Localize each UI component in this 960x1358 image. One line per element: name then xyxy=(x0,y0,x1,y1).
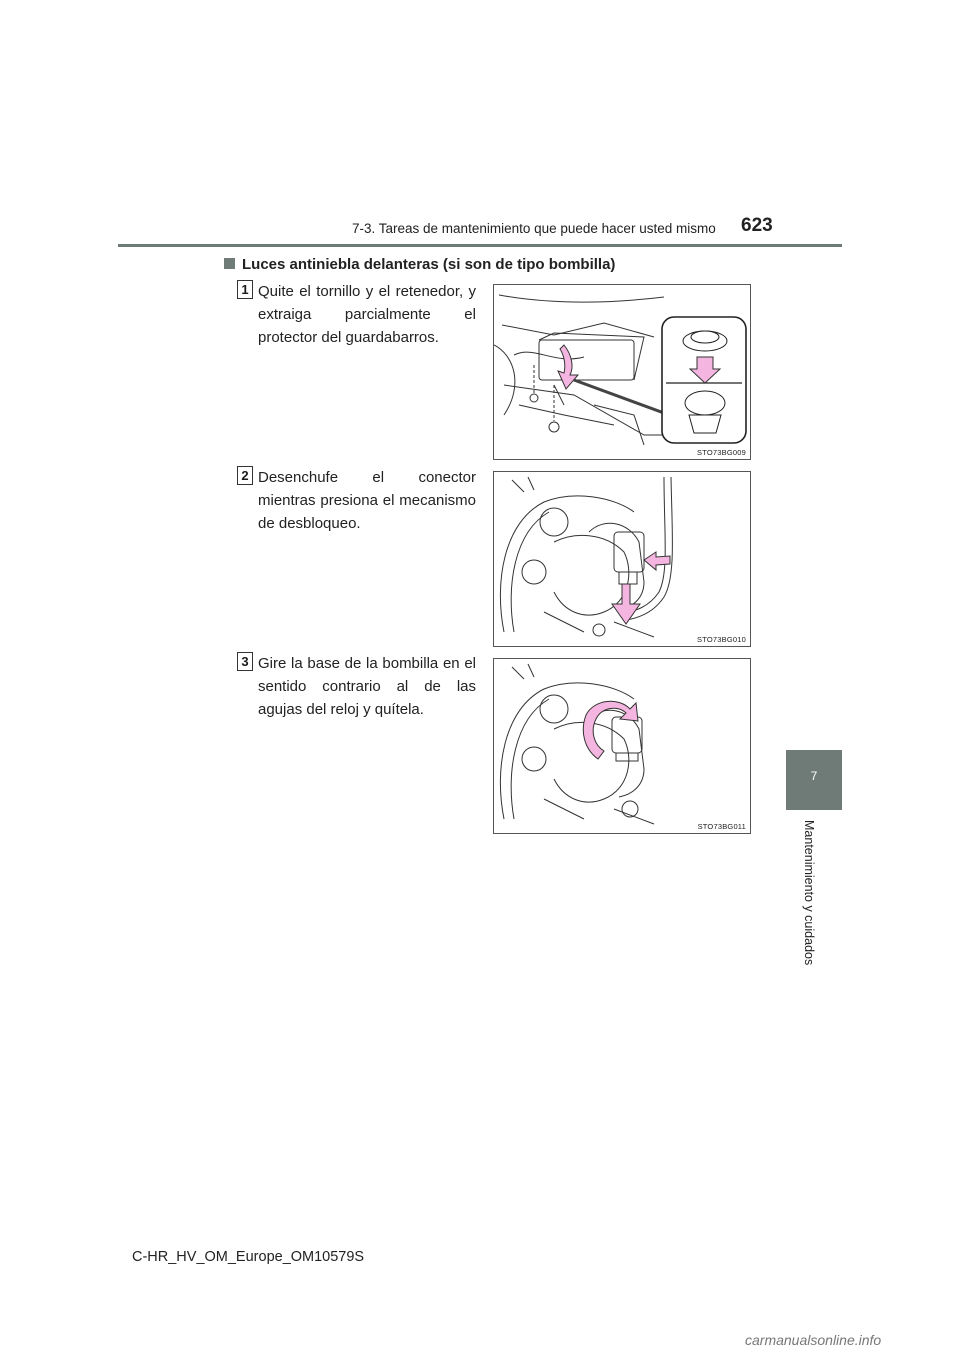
fog-lamp-connector-illustration xyxy=(494,472,750,646)
running-header-section: 7-3. Tareas de mantenimiento que puede hacer usted mismo xyxy=(352,221,716,236)
step-text-2: Desenchufe el conector mientras presiona el mecanismo de desbloqueo. xyxy=(258,469,476,532)
chapter-side-label xyxy=(802,820,826,975)
chapter-title: Mantenimiento y cuidados xyxy=(802,820,816,966)
step-number-2: 2 xyxy=(237,466,253,485)
chapter-number: 7 xyxy=(810,769,818,783)
document-footer-code: C-HR_HV_OM_Europe_OM10579S xyxy=(132,1249,365,1265)
watermark: carmanualsonline.info xyxy=(745,1332,882,1348)
bulb-base-rotation-illustration xyxy=(494,659,750,833)
figure-code-1: STO73BG009 xyxy=(697,448,746,457)
section-title xyxy=(224,256,615,273)
step-text-1: Quite el tornillo y el retenedor, y extraiga parcialmente el protector del guardabarros. xyxy=(258,283,476,346)
figure-code-3: STO73BG011 xyxy=(697,822,746,831)
fender-liner-illustration xyxy=(494,285,750,459)
header-rule xyxy=(118,244,842,247)
figure-step-2 xyxy=(493,471,751,647)
step-number-3: 3 xyxy=(237,652,253,671)
page-number: 623 xyxy=(741,215,773,236)
figure-code-2: STO73BG010 xyxy=(697,635,746,644)
section-title-text: Luces antiniebla delanteras (si son de tipo bombilla) xyxy=(242,256,616,273)
figure-step-1 xyxy=(493,284,751,460)
figure-step-3 xyxy=(493,658,751,834)
step-number-1: 1 xyxy=(237,280,253,299)
chapter-tab xyxy=(786,750,842,810)
step-text-3: Gire la base de la bombilla en el sentido contrario al de las agujas del reloj y quítela. xyxy=(258,655,476,718)
square-bullet-icon xyxy=(224,258,235,269)
